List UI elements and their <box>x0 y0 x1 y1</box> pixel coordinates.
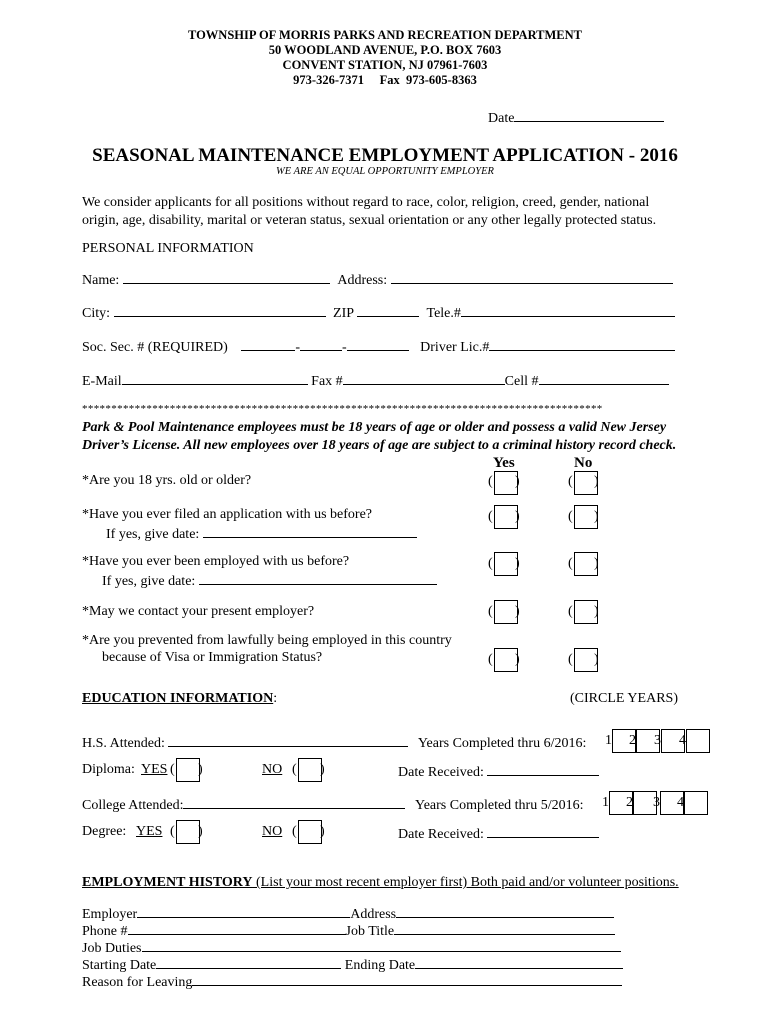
name-row <box>82 270 673 289</box>
question-18-years: *Are you 18 yrs. old or older? <box>82 473 252 488</box>
degree-date-label: Date Received: <box>398 827 484 842</box>
college-year-3: 3 <box>653 795 660 810</box>
filed-date-row <box>106 524 417 543</box>
job-title-field[interactable] <box>394 921 615 935</box>
fax-field[interactable] <box>343 371 505 385</box>
notice-line-1: Park & Pool Maintenance employees must be 18 years of age or older and possess a valid New Jersey <box>82 420 667 435</box>
start-date-field[interactable] <box>156 955 341 969</box>
employed-date-label: If yes, give date: <box>102 574 196 589</box>
college-label: College Attended: <box>82 798 184 813</box>
employer-label: Employer <box>82 907 138 922</box>
college-year-1: 1 <box>602 795 609 810</box>
no-column-header: No <box>574 455 593 471</box>
end-date-label: Ending Date <box>344 958 416 973</box>
dl-label: Driver Lic.# <box>420 340 490 355</box>
header-line-2: 50 WOODLAND AVENUE, P.O. BOX 7603 <box>268 43 502 57</box>
filed-date-label: If yes, give date: <box>106 527 200 542</box>
phone-field[interactable] <box>128 921 346 935</box>
city-row <box>82 303 675 322</box>
notice-line-2: Driver’s License. All new employees over 18 years of age are subject to a criminal history record check. <box>82 438 677 453</box>
intro-line-1: We consider applicants for all positions without regard to race, color, religion, creed, gender, national <box>82 195 650 210</box>
city-label: City: <box>82 306 111 321</box>
yes-column-header: Yes <box>493 455 515 471</box>
college-year-4-box[interactable] <box>684 791 708 815</box>
header-line-3: CONVENT STATION, NJ 07961-7603 <box>282 58 488 72</box>
page-subtitle: WE ARE AN EQUAL OPPORTUNITY EMPLOYER <box>276 166 494 177</box>
hs-label: H.S. Attended: <box>82 736 165 751</box>
ssn-field-3[interactable] <box>347 337 409 351</box>
email-label: E-Mail <box>82 374 122 389</box>
start-date-label: Starting Date <box>82 958 157 973</box>
diploma-date-label: Date Received: <box>398 765 484 780</box>
header-line-4: 973-326-7371 Fax 973-605-8363 <box>293 73 477 87</box>
employment-heading: EMPLOYMENT HISTORY <box>82 875 253 890</box>
hs-year-1: 1 <box>605 733 612 748</box>
question-contact-employer: *May we contact your present employer? <box>82 604 315 619</box>
question-visa-status: *Are you prevented from lawfully being employed in this country <box>82 633 452 648</box>
degree-label: Degree: <box>82 824 127 839</box>
employer-field[interactable] <box>137 904 350 918</box>
reason-label: Reason for Leaving <box>82 975 193 990</box>
degree-yes-label: YES <box>136 824 163 839</box>
separator: ***************************************************************************************** <box>82 403 603 415</box>
ssn-row: Soc. Sec. # (REQUIRED) - - Driver Lic.# <box>82 337 675 356</box>
intro-line-2: origin, age, disability, marital or veteran status, sexual orientation or any other legally protected status. <box>82 213 657 228</box>
phone-label: Phone # <box>82 924 128 939</box>
end-date-field[interactable] <box>415 955 623 969</box>
fax-label: Fax # <box>311 374 343 389</box>
hs-year-3: 3 <box>654 733 661 748</box>
question-employed-before: *Have you ever been employed with us before? <box>82 554 350 569</box>
education-heading-colon: : <box>273 691 278 706</box>
tele-label: Tele.# <box>426 306 461 321</box>
college-years-label: Years Completed thru 5/2016: <box>414 798 584 813</box>
circle-years-note: (CIRCLE YEARS) <box>570 691 678 706</box>
degree-no-label: NO <box>262 824 283 839</box>
question-visa-status-cont: because of Visa or Immigration Status? <box>102 650 323 665</box>
ssn-field-1[interactable] <box>241 337 295 351</box>
hs-year-4: 4 <box>679 733 686 748</box>
address-field[interactable] <box>391 270 673 284</box>
employer-address-label: Address <box>350 907 397 922</box>
college-year-4: 4 <box>677 795 684 810</box>
ssn-label: Soc. Sec. # (REQUIRED) <box>82 340 228 355</box>
date-field[interactable] <box>514 108 664 122</box>
page-title: SEASONAL MAINTENANCE EMPLOYMENT APPLICATION - 2016 <box>92 145 678 166</box>
diploma-no-label: NO <box>262 762 283 777</box>
job-title-label: Job Title <box>345 924 395 939</box>
degree-yes-checkbox[interactable] <box>176 820 200 844</box>
employed-date-field[interactable] <box>199 571 437 585</box>
hs-year-4-box[interactable] <box>686 729 710 753</box>
hs-row <box>82 733 586 752</box>
question-filed-before: *Have you ever filed an application with us before? <box>82 507 373 522</box>
city-field[interactable] <box>114 303 326 317</box>
college-field[interactable] <box>183 795 405 809</box>
college-year-2: 2 <box>626 795 633 810</box>
date-field-row <box>488 108 664 127</box>
personal-heading: PERSONAL INFORMATION <box>82 241 254 256</box>
hs-field[interactable] <box>168 733 408 747</box>
education-heading: EDUCATION INFORMATION <box>82 691 274 706</box>
diploma-date-field[interactable] <box>487 762 599 776</box>
zip-field[interactable] <box>357 303 419 317</box>
reason-field[interactable] <box>192 972 622 986</box>
degree-date-field[interactable] <box>487 824 599 838</box>
education-heading-row <box>82 691 277 707</box>
diploma-date-row <box>398 762 599 781</box>
diploma-no-checkbox[interactable] <box>298 758 322 782</box>
name-label: Name: <box>82 273 120 288</box>
duties-field[interactable] <box>142 938 621 952</box>
college-row <box>82 795 584 814</box>
hs-years-label: Years Completed thru 6/2016: <box>417 736 587 751</box>
degree-no-checkbox[interactable] <box>298 820 322 844</box>
diploma-label: Diploma: <box>82 762 135 777</box>
email-row <box>82 371 669 390</box>
employed-date-row <box>102 571 437 590</box>
reason-row <box>82 972 622 991</box>
filed-date-field[interactable] <box>203 524 417 538</box>
hs-year-2: 2 <box>629 733 636 748</box>
header-line-1: TOWNSHIP OF MORRIS PARKS AND RECREATION DEPARTMENT <box>187 28 583 42</box>
cell-label: Cell # <box>504 374 539 389</box>
dl-field[interactable] <box>489 337 675 351</box>
address-label: Address: <box>337 273 388 288</box>
employer-address-field[interactable] <box>396 904 614 918</box>
ssn-field-2[interactable] <box>300 337 342 351</box>
zip-label: ZIP <box>333 306 354 321</box>
name-field[interactable] <box>123 270 330 284</box>
date-label: Date <box>488 111 515 126</box>
diploma-yes-label: YES <box>141 762 168 777</box>
email-field[interactable] <box>122 371 308 385</box>
tele-field[interactable] <box>461 303 675 317</box>
diploma-yes-checkbox[interactable] <box>176 758 200 782</box>
degree-date-row <box>398 824 599 843</box>
employment-heading-row <box>82 875 679 891</box>
duties-label: Job Duties <box>82 941 142 956</box>
employment-heading-note: (List your most recent employer first) Both paid and/or volunteer positions. <box>252 875 679 890</box>
cell-field[interactable] <box>539 371 669 385</box>
